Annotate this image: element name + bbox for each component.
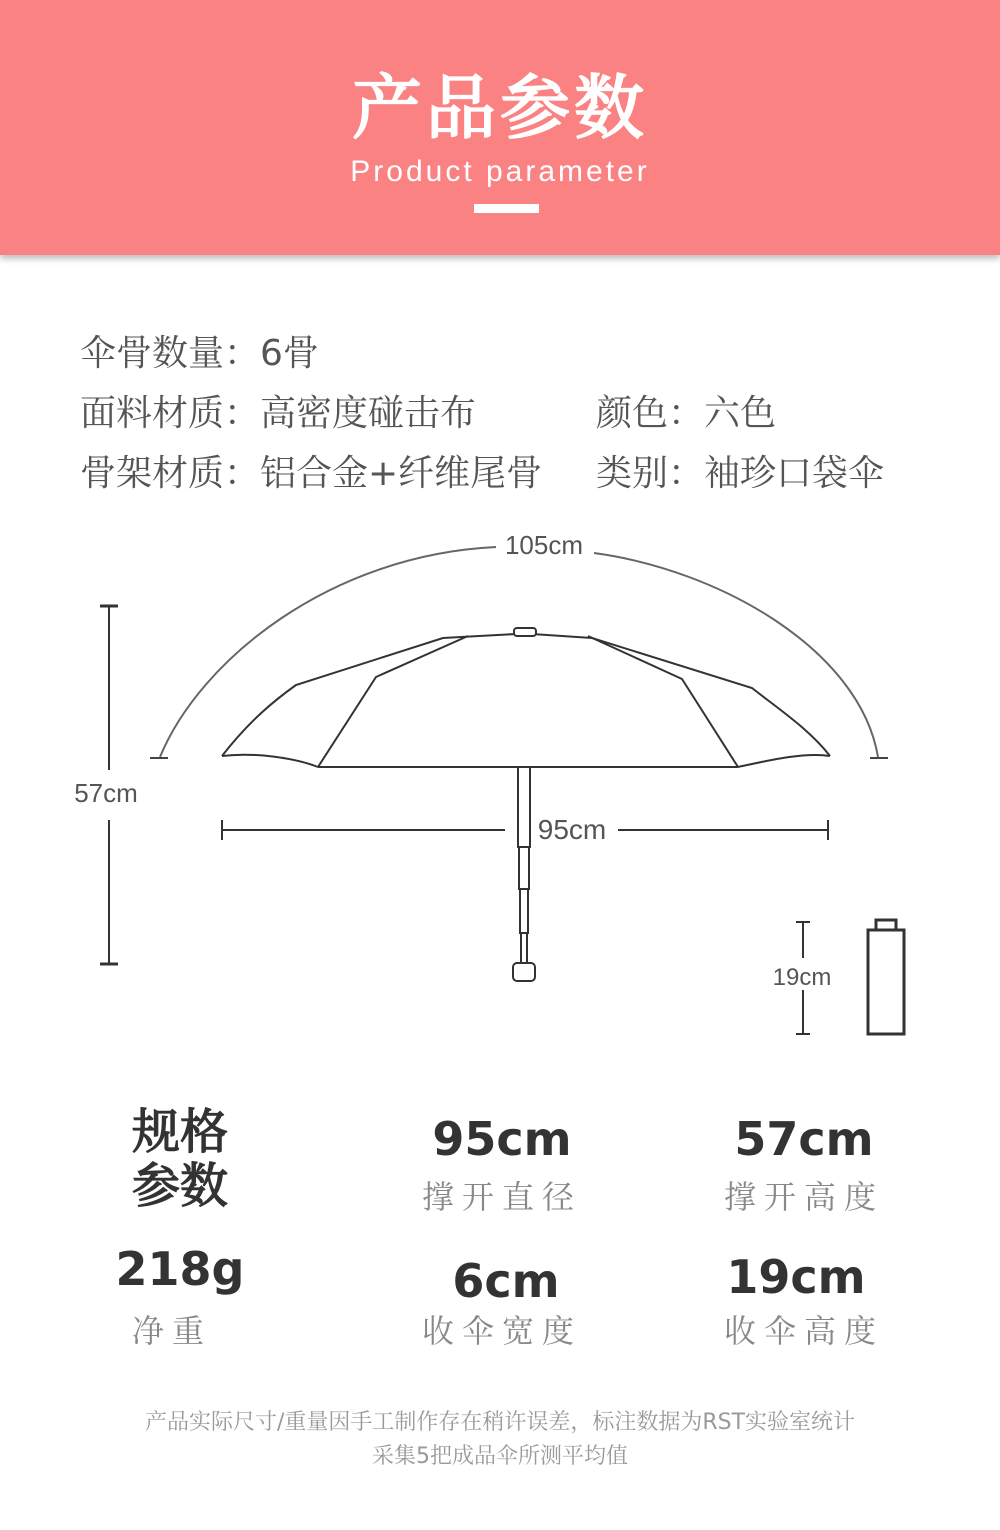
folded-length-label: 19cm bbox=[772, 964, 832, 991]
stat-label-diameter: 撑开直径 bbox=[421, 1178, 582, 1216]
spec-section-title bbox=[120, 1105, 240, 1213]
diameter-label: 95cm bbox=[537, 814, 607, 845]
footnote-line2: 采集5把成品伞所测平均值 bbox=[372, 1444, 628, 1469]
stat-value-height: 57cm bbox=[734, 1112, 874, 1166]
footnote-line1: 产品实际尺寸/重量因手工制作存在稍许误差，标注数据为RST实验室统计 bbox=[144, 1410, 856, 1435]
umbrella-shaft bbox=[513, 767, 535, 981]
stat-label-weight: 净重 bbox=[131, 1312, 212, 1350]
umbrella-canopy bbox=[222, 634, 830, 767]
stat-value-folded-width: 6cm bbox=[452, 1254, 560, 1308]
umbrella-diagram bbox=[0, 520, 1000, 1060]
arc-dimension-line-right bbox=[594, 553, 878, 757]
spec-category: 类别：袖珍口袋伞 bbox=[596, 453, 885, 494]
arc-dimension-line bbox=[160, 547, 496, 757]
page-title: 产品参数 bbox=[352, 67, 648, 149]
spec-ribs: 伞骨数量：6骨 bbox=[80, 333, 319, 374]
title-underline bbox=[474, 204, 539, 213]
spec-frame: 骨架材质：铝合金+纤维尾骨 bbox=[80, 453, 543, 494]
spec-fabric: 面料材质：高密度碰击布 bbox=[80, 393, 477, 434]
spec-color: 颜色：六色 bbox=[596, 393, 777, 434]
stat-label-folded-width: 收伞宽度 bbox=[421, 1312, 582, 1350]
header-banner bbox=[0, 0, 1000, 255]
stat-value-diameter: 95cm bbox=[432, 1112, 572, 1166]
stat-value-folded-height: 19cm bbox=[726, 1250, 866, 1304]
spec-title-line1: 规格 bbox=[131, 1104, 228, 1160]
arc-length-label: 105cm bbox=[504, 530, 584, 560]
stat-label-folded-height: 收伞高度 bbox=[723, 1312, 884, 1350]
stat-label-height: 撑开高度 bbox=[723, 1178, 884, 1216]
stat-value-weight: 218g bbox=[115, 1242, 245, 1296]
page-subtitle: Product parameter bbox=[350, 155, 650, 188]
folded-umbrella bbox=[868, 920, 904, 1034]
open-height-label: 57cm bbox=[74, 778, 138, 808]
spec-title-line2: 参数 bbox=[131, 1158, 228, 1214]
